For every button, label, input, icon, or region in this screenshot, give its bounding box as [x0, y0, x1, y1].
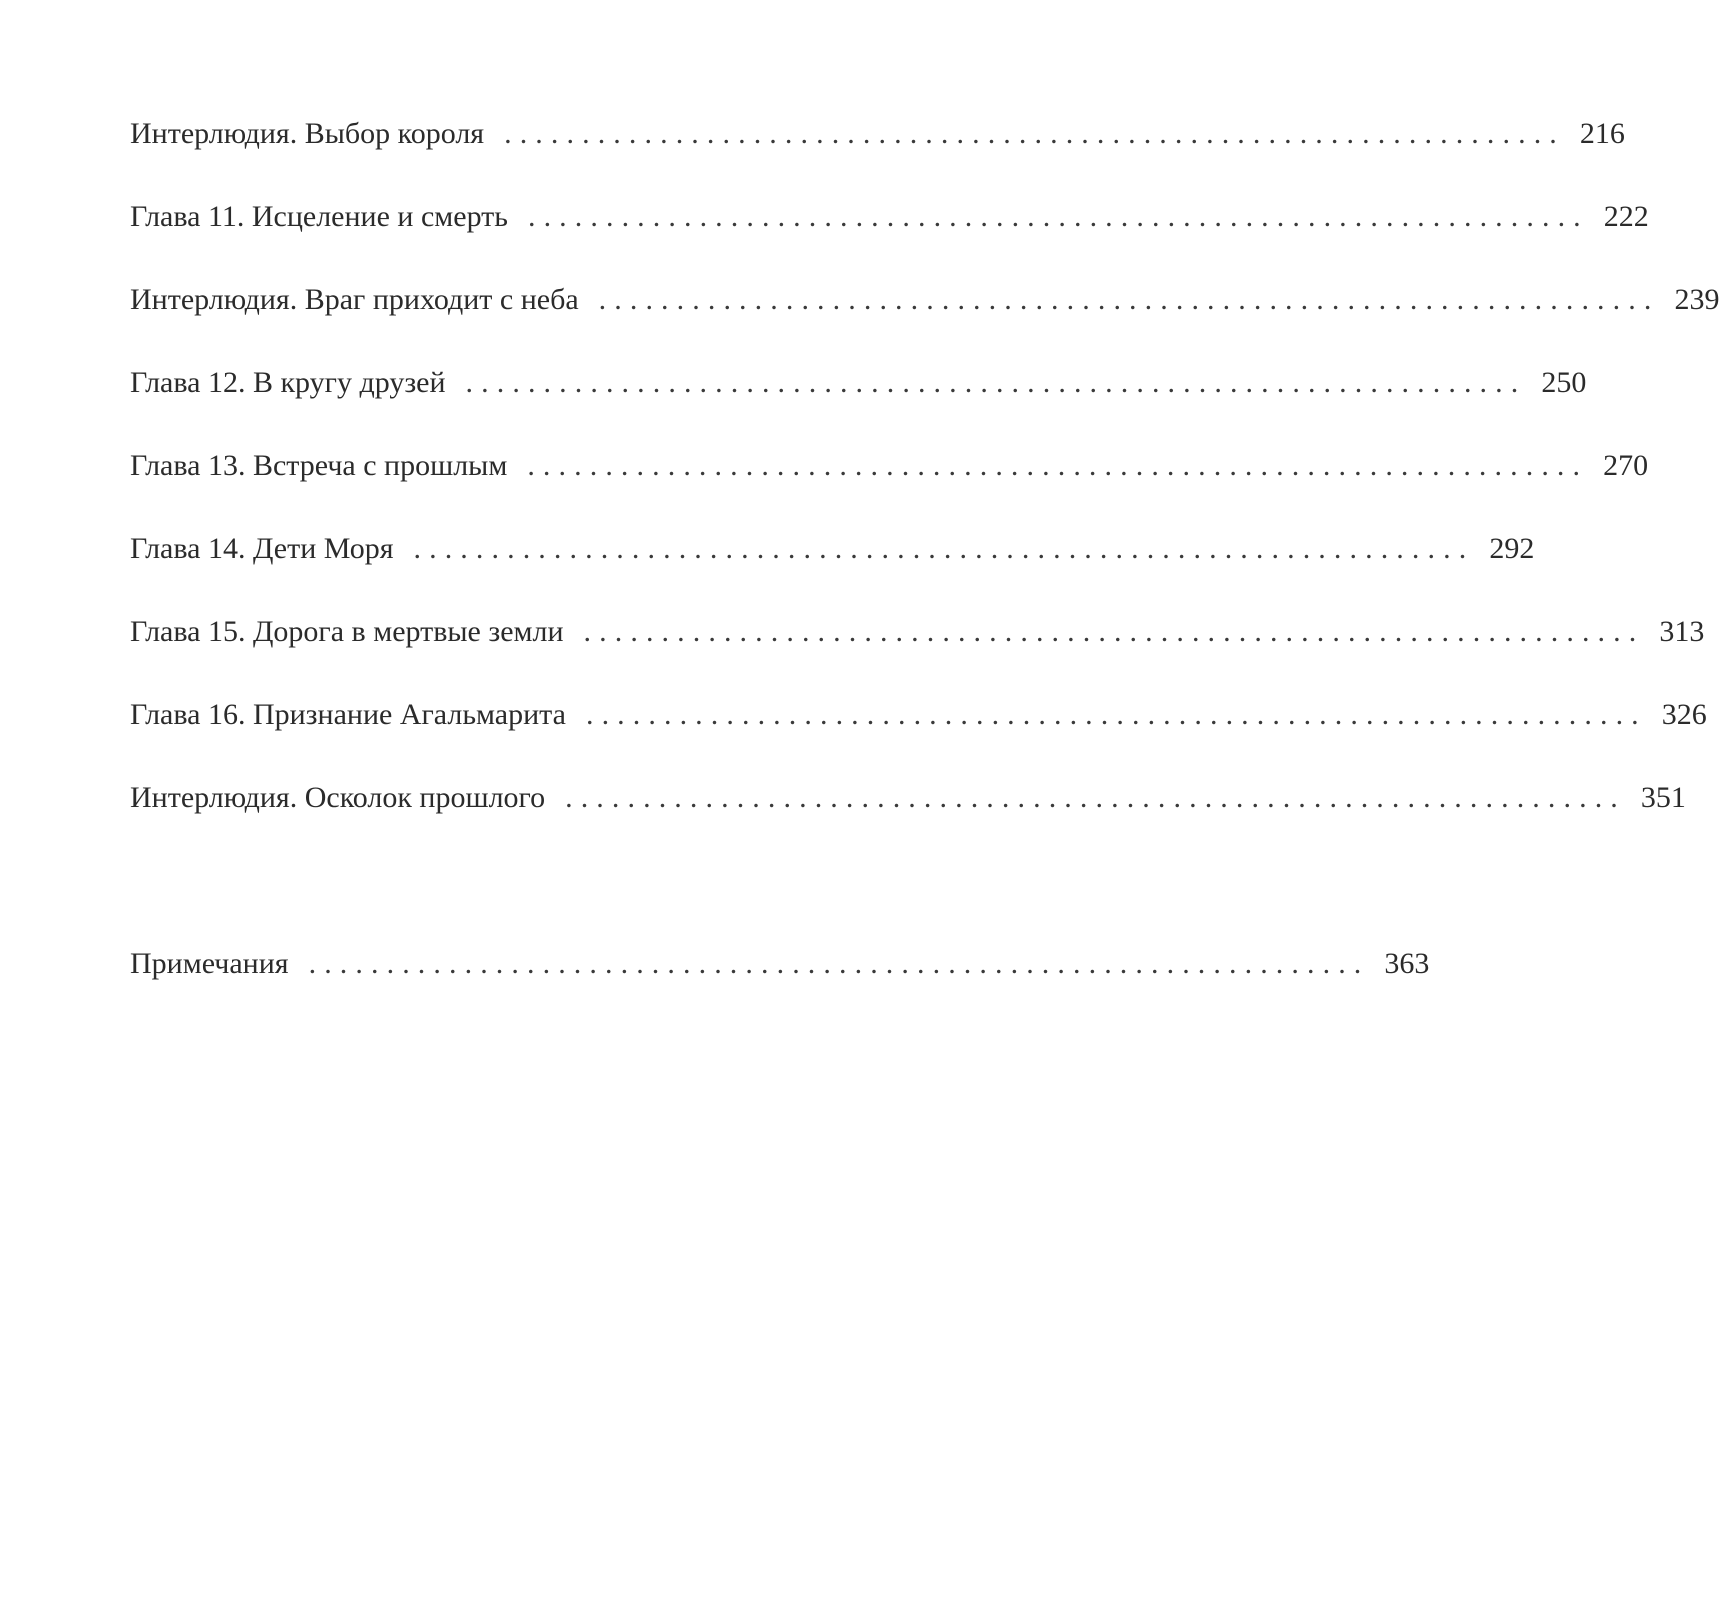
toc-dot-leader: ....................................................................: [504, 117, 1565, 150]
toc-entry-title: Примечания: [130, 947, 289, 980]
toc-entry-title: Интерлюдия. Враг приходит с неба: [130, 283, 579, 316]
toc-dot-leader: ....................................................................: [527, 200, 1589, 233]
toc-page-number: 292: [1489, 532, 1535, 565]
toc-page-number: 250: [1541, 366, 1587, 399]
toc-entry: [130, 691, 1707, 774]
toc-entry: [130, 442, 1649, 525]
toc-entry: [130, 276, 1719, 359]
toc-dot-leader: ....................................................................: [413, 532, 1475, 565]
toc-entry: [130, 774, 1686, 857]
toc-entry-title: Глава 12. В кругу друзей: [130, 366, 446, 399]
toc-dot-leader: ....................................................................: [585, 698, 1647, 731]
toc-entry-title: Глава 13. Встреча с прошлым: [130, 449, 508, 482]
toc-list: [130, 110, 1719, 1023]
toc-page-number: 270: [1603, 449, 1649, 482]
toc-entry-title: Интерлюдия. Выбор короля: [130, 117, 485, 150]
toc-dot-leader: ....................................................................: [308, 947, 1370, 980]
toc-entry: [130, 110, 1625, 193]
toc-page-number: 351: [1640, 781, 1686, 814]
toc-dot-leader: ....................................................................: [565, 781, 1626, 814]
toc-page-number: 313: [1659, 615, 1705, 648]
toc-dot-leader: ....................................................................: [527, 449, 1589, 482]
toc-dot-leader: ....................................................................: [598, 283, 1660, 316]
toc-entry-title: Глава 15. Дорога в мертвые земли: [130, 615, 564, 648]
toc-page-number: 363: [1384, 947, 1430, 980]
toc-entry: [130, 608, 1705, 691]
toc-page-number: 222: [1603, 200, 1649, 233]
toc-dot-leader: ....................................................................: [583, 615, 1645, 648]
toc-entry-notes: [130, 940, 1430, 1023]
toc-entry-title: Интерлюдия. Осколок прошлого: [130, 781, 546, 814]
toc-page-number: 216: [1579, 117, 1625, 150]
toc-entry-title: Глава 14. Дети Моря: [130, 532, 394, 565]
toc-entry: [130, 193, 1649, 276]
toc-page-number: 326: [1661, 698, 1707, 731]
toc-entry: [130, 359, 1587, 442]
toc-entry: [130, 525, 1535, 608]
toc-dot-leader: ....................................................................: [465, 366, 1527, 399]
toc-entry-title: Глава 11. Исцеление и смерть: [130, 200, 508, 233]
toc-entry-title: Глава 16. Признание Агальмарита: [130, 698, 566, 731]
toc-page-number: 239: [1674, 283, 1719, 316]
